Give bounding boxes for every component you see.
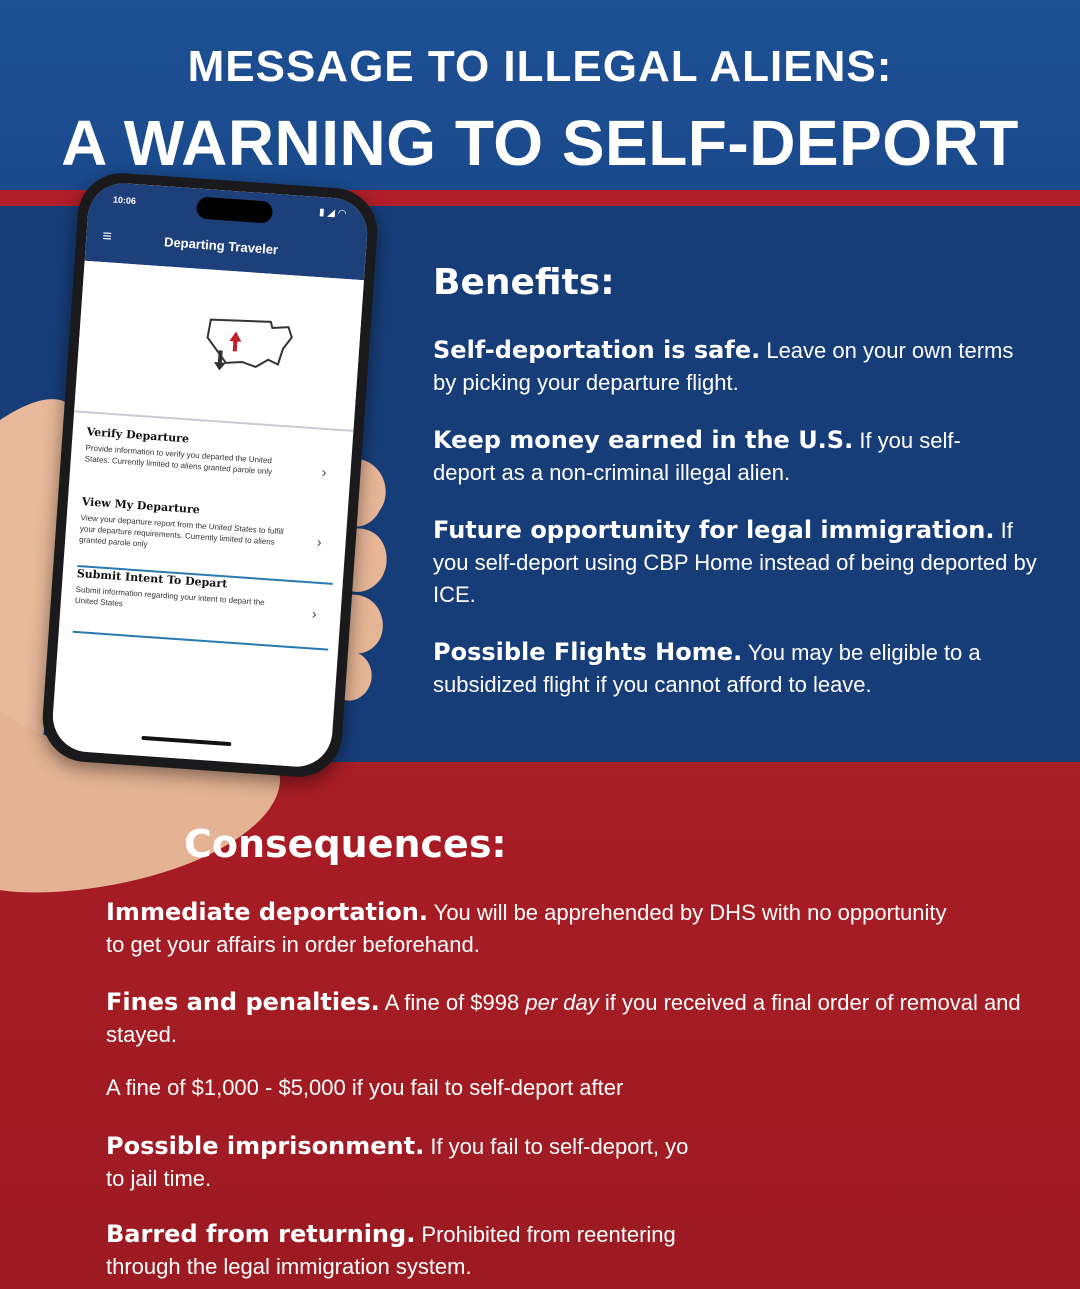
consequence-text: A fine of $998 <box>379 990 526 1015</box>
consequence-italic: per day <box>525 990 599 1015</box>
benefit-item <box>433 334 1033 399</box>
list-item-title: Submit Intent To Depart <box>76 566 228 591</box>
list-item-desc: Provide information to verify you departed the United States. Currently limited to aliens granted parole only <box>84 443 273 477</box>
list-item-desc: Submit information regarding your intent to depart the United States <box>74 584 265 609</box>
benefit-item <box>433 636 1043 701</box>
header-line-1: MESSAGE TO ILLEGAL ALIENS: <box>187 42 893 91</box>
submit-intent-item[interactable] <box>73 565 333 651</box>
consequence-bold: Fines and penalties. <box>106 988 380 1016</box>
view-my-departure-item[interactable] <box>78 495 338 577</box>
benefit-bold: Keep money earned in the U.S. <box>433 426 854 454</box>
hamburger-menu-icon[interactable]: ≡ <box>101 227 113 246</box>
header-line-2: A WARNING TO SELF-DEPORT <box>61 107 1019 179</box>
consequence-item <box>106 896 966 961</box>
list-item-title: Verify Departure <box>86 425 190 446</box>
home-indicator <box>141 736 231 746</box>
status-time: 10:06 <box>112 194 137 207</box>
benefits-title: Benefits: <box>433 262 615 303</box>
list-item-desc: View your departure report from the United States to fulfill your departure requirements. Currently limited to aliens granted parole only <box>78 513 285 549</box>
consequence-item <box>106 1072 806 1104</box>
consequence-text: to jail time. <box>106 1166 212 1191</box>
list-item-title: View My Departure <box>81 495 201 517</box>
benefit-item <box>433 424 1013 489</box>
consequence-text: through the legal immigration system. <box>106 1254 472 1279</box>
benefit-bold: Future opportunity for legal immigration. <box>433 516 995 544</box>
chevron-right-icon: › <box>311 605 318 622</box>
benefit-text: You may be eligible to a subsidized flight if you cannot afford to leave. <box>433 640 981 697</box>
consequence-text: If you fail to self-deport, yo <box>424 1134 689 1159</box>
map-illustration <box>74 261 364 432</box>
phone-notch <box>196 196 273 223</box>
consequence-text: if you received a final order of removal and stayed. <box>106 990 1021 1047</box>
chevron-right-icon: › <box>321 463 328 481</box>
benefit-item <box>433 514 1053 611</box>
verify-departure-item[interactable] <box>83 425 343 507</box>
benefit-text: If you self-deport as a non-criminal illegal alien. <box>433 428 961 485</box>
header-banner <box>0 0 1080 190</box>
consequence-bold: Possible imprisonment. <box>106 1132 425 1160</box>
benefit-bold: Self-deportation is safe. <box>433 336 761 364</box>
consequence-item <box>106 1130 806 1195</box>
consequence-bold: Barred from returning. <box>106 1220 416 1248</box>
phone-device <box>40 170 380 779</box>
chevron-right-icon: › <box>316 533 323 550</box>
consequences-title: Consequences: <box>184 822 507 866</box>
consequence-text: A fine of $1,000 - $5,000 if you fail to self-deport after <box>106 1075 624 1100</box>
consequence-text: Prohibited from reentering <box>415 1222 676 1247</box>
signal-wifi-icon: ▮ ◢ ◠ <box>318 206 347 220</box>
consequence-bold: Immediate deportation. <box>106 898 428 926</box>
benefit-bold: Possible Flights Home. <box>433 638 743 666</box>
us-map-icon <box>197 309 302 386</box>
consequence-item <box>106 986 1046 1051</box>
benefit-text: If you self-deport using CBP Home instead of being deported by ICE. <box>433 518 1037 607</box>
benefit-text: Leave on your own terms by picking your departure flight. <box>433 338 1014 395</box>
phone-screen <box>50 181 369 769</box>
consequence-item <box>106 1218 806 1283</box>
consequence-text: You will be apprehended by DHS with no opportunity to get your affairs in order beforehand. <box>106 900 947 957</box>
app-title: Departing Traveler <box>163 234 279 258</box>
